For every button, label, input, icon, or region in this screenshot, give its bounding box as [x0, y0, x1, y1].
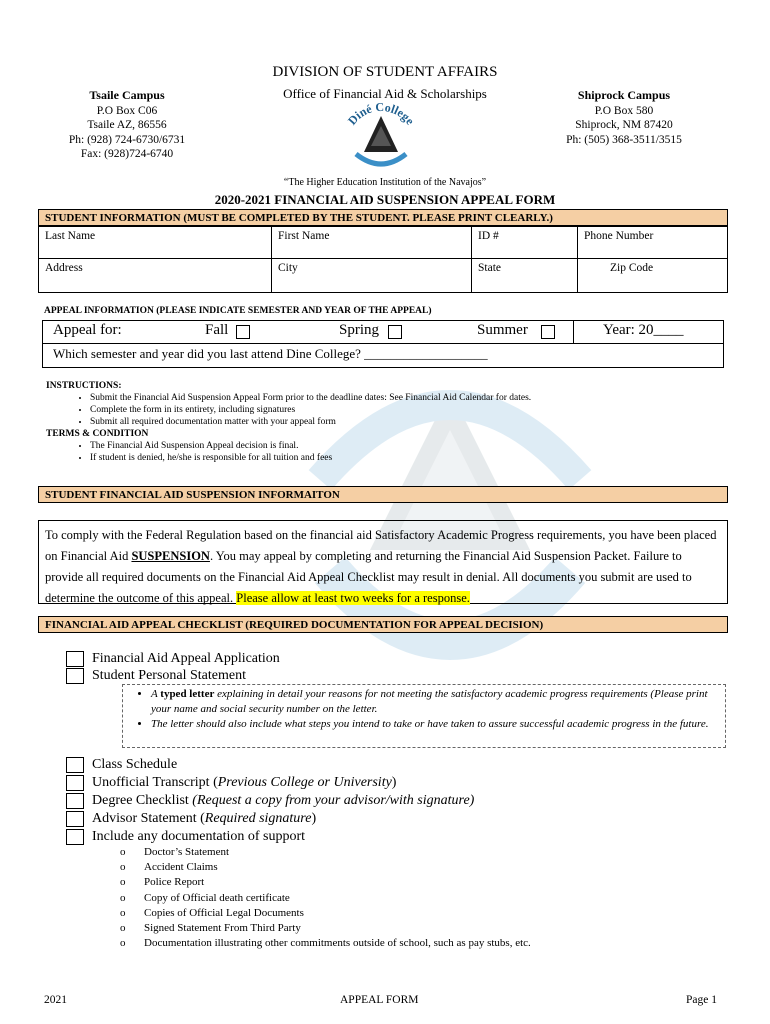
- checklist-item-class-schedule: [66, 756, 177, 774]
- footer-page-number: Page 1: [686, 994, 717, 1006]
- appeal-info-heading: APPEAL INFORMATION (PLEASE INDICATE SEMESTER AND YEAR OF THE APPEAL): [44, 306, 432, 316]
- summer-label: Summer: [477, 322, 528, 338]
- checklist-label: Include any documentation of support: [92, 829, 306, 844]
- checklist-label: Financial Aid Appeal Application: [92, 651, 280, 666]
- checklist-item-personal-statement: [66, 667, 246, 685]
- id-field[interactable]: ID #: [472, 227, 578, 259]
- instructions-heading: INSTRUCTIONS:: [46, 381, 122, 391]
- letter-instructions-box: [122, 684, 726, 748]
- footer-title: APPEAL FORM: [340, 994, 419, 1006]
- suspension-heading: STUDENT FINANCIAL AID SUSPENSION INFORMAITON: [38, 486, 728, 503]
- division-title: DIVISION OF STUDENT AFFAIRS: [272, 64, 498, 80]
- supporting-doc-item: o Signed Statement From Third Party: [144, 921, 531, 936]
- checkbox[interactable]: [66, 829, 84, 845]
- tagline: “The Higher Education Institution of the Navajos”: [283, 177, 487, 188]
- last-name-field[interactable]: Last Name: [39, 227, 272, 259]
- office-title: Office of Financial Aid & Scholarships: [283, 86, 487, 101]
- suspension-emphasis: SUSPENSION: [131, 549, 210, 563]
- checkbox[interactable]: [66, 793, 84, 809]
- dine-college-logo: [336, 96, 426, 172]
- student-info-table: [38, 226, 728, 293]
- city-field[interactable]: City: [272, 259, 472, 293]
- terms-item: • If student is denied, he/she is responsible for all tuition and fees: [90, 452, 666, 464]
- supporting-doc-item: o Documentation illustrating other commitments outside of school, such as pay stubs, etc.: [144, 936, 531, 951]
- checklist-label: Student Personal Statement: [92, 668, 246, 683]
- spring-checkbox[interactable]: [388, 325, 402, 339]
- state-field[interactable]: State: [472, 259, 578, 293]
- tsaile-address-1: P.O Box C06: [96, 104, 158, 117]
- appeal-for-label: Appeal for:: [53, 322, 122, 338]
- supporting-doc-item: o Police Report: [144, 875, 531, 890]
- suspension-text-2: . You may appeal by completing and returning the Financial Aid Suspension Packet. Failure to provide all required documents on the Financial Aid Appeal Checklist may result in denial. All documents you submit are used to determine the outcome of this appeal.: [45, 549, 692, 605]
- terms-heading: TERMS & CONDITION: [46, 429, 149, 439]
- year-divider: [573, 321, 574, 343]
- instruction-item: • Submit all required documentation matter with your appeal form: [90, 416, 666, 428]
- phone-field[interactable]: Phone Number: [578, 227, 728, 259]
- instructions-block: [46, 380, 666, 464]
- suspension-text-1: To comply with the Federal Regulation based on the financial aid Satisfactory Academic Progress requirements, you have been placed on Financial Aid: [45, 528, 717, 563]
- checklist-heading: FINANCIAL AID APPEAL CHECKLIST (REQUIRED DOCUMENTATION FOR APPEAL DECISION): [38, 616, 728, 633]
- tsaile-campus-block: [62, 88, 192, 162]
- checkbox[interactable]: [66, 811, 84, 827]
- checklist-item-degree-checklist: Degree Checklist (Request a copy from your advisor/with signature): [66, 792, 474, 810]
- supporting-doc-item: o Doctor’s Statement: [144, 845, 531, 860]
- fall-label: Fall: [205, 322, 229, 338]
- shiprock-campus-block: [556, 88, 692, 147]
- checklist-item-advisor-statement: Advisor Statement (Required signature): [66, 810, 316, 828]
- instruction-item: • Submit the Financial Aid Suspension Appeal Form prior to the deadline dates: See Financial Aid Calendar for dates.: [90, 392, 666, 404]
- footer-year: 2021: [44, 994, 67, 1006]
- checklist-label: Class Schedule: [92, 757, 178, 772]
- instruction-item: • Complete the form in its entirety, including signatures: [90, 404, 666, 416]
- supporting-doc-item: o Copies of Official Legal Documents: [144, 906, 531, 921]
- tsaile-phone: Ph: (928) 724-6730/6731: [68, 133, 186, 146]
- fall-checkbox[interactable]: [236, 325, 250, 339]
- tsaile-fax: Fax: (928)724-6740: [80, 148, 174, 160]
- shiprock-phone: Ph: (505) 368-3511/3515: [566, 133, 682, 146]
- checklist-item-supporting-docs: [66, 828, 305, 846]
- suspension-info-box: [38, 520, 728, 604]
- tsaile-campus-name: Tsaile Campus: [89, 88, 165, 102]
- supporting-docs-list: [118, 845, 531, 951]
- last-attend-question[interactable]: Which semester and year did you last attend Dine College? ___________________: [53, 346, 488, 361]
- checkbox[interactable]: [66, 651, 84, 667]
- checkbox[interactable]: [66, 775, 84, 791]
- student-info-heading: STUDENT INFORMATION (MUST BE COMPLETED BY THE STUDENT. PLEASE PRINT CLEARLY.): [38, 209, 728, 226]
- spring-label: Spring: [339, 322, 380, 338]
- appeal-info-box: [42, 320, 724, 368]
- summer-checkbox[interactable]: [541, 325, 555, 339]
- checklist-item-appeal-application: [66, 650, 280, 668]
- logo-text: Diné College: [344, 99, 418, 128]
- first-name-field[interactable]: First Name: [272, 227, 472, 259]
- shiprock-campus-name: Shiprock Campus: [577, 88, 671, 102]
- checklist-item-transcript: Unofficial Transcript (Previous College or University): [66, 774, 396, 792]
- letter-instruction-item: • The letter should also include what steps you intend to take or have taken to assure successful academic progress in the future.: [151, 717, 725, 732]
- supporting-doc-item: o Copy of Official death certificate: [144, 891, 531, 906]
- checkbox[interactable]: [66, 668, 84, 684]
- shiprock-address-2: Shiprock, NM 87420: [575, 119, 673, 131]
- address-field[interactable]: Address: [39, 259, 272, 293]
- zip-field[interactable]: Zip Code: [578, 259, 728, 293]
- shiprock-address-1: P.O Box 580: [594, 104, 654, 117]
- year-field[interactable]: Year: 20____: [603, 322, 684, 338]
- terms-item: • The Financial Aid Suspension Appeal decision is final.: [90, 440, 666, 452]
- tsaile-address-2: Tsaile AZ, 86556: [87, 119, 167, 131]
- letter-instruction-item: • A typed letter explaining in detail your reasons for not meeting the satisfactory academic progress requirements (Please print your name and social security number on the letter.: [151, 687, 725, 717]
- checkbox[interactable]: [66, 757, 84, 773]
- response-time-highlight: Please allow at least two weeks for a response.: [236, 591, 470, 605]
- supporting-doc-item: o Accident Claims: [144, 860, 531, 875]
- form-title: 2020-2021 FINANCIAL AID SUSPENSION APPEAL FORM: [214, 192, 556, 207]
